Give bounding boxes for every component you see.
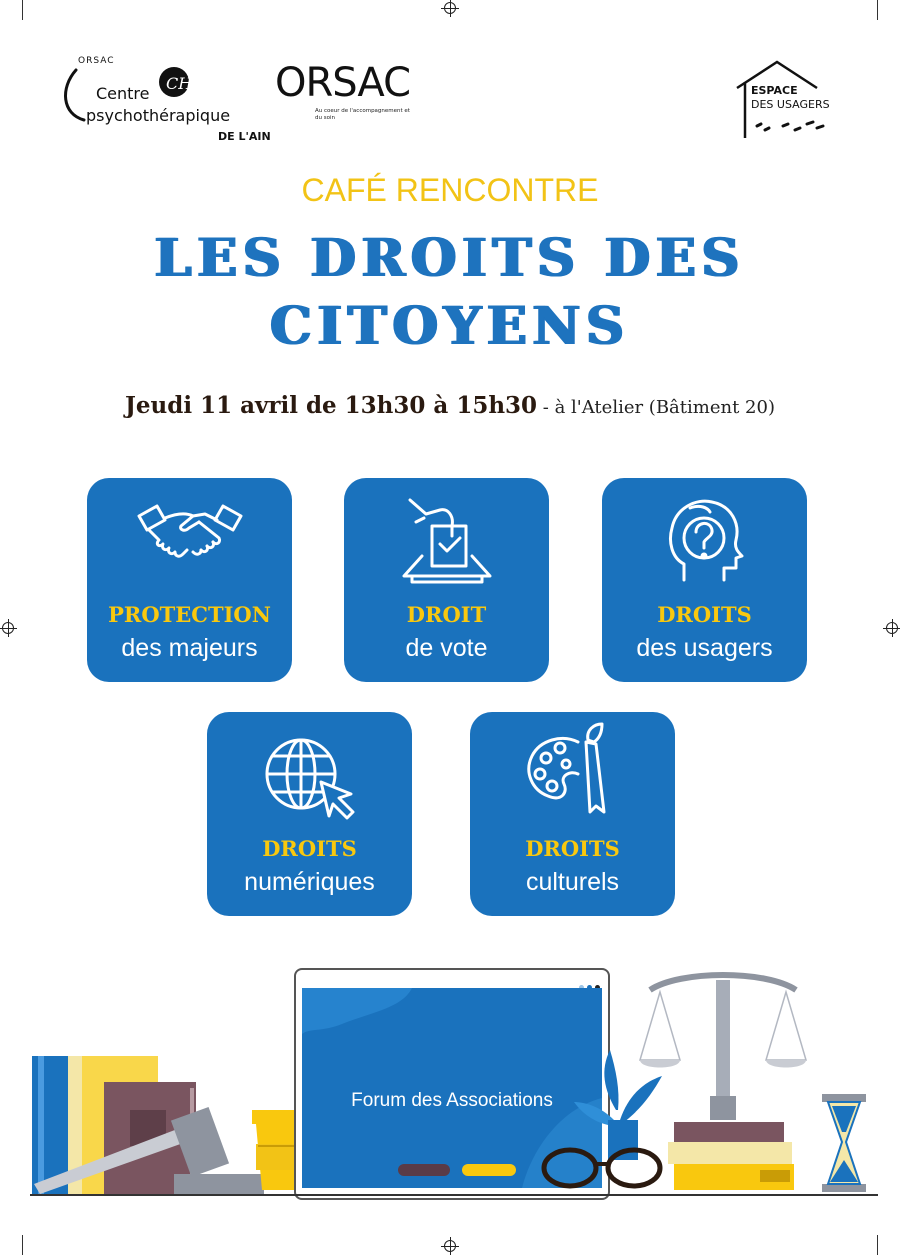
card-subtitle: des usagers <box>636 634 773 662</box>
card-title: DROIT <box>406 602 487 627</box>
event-datetime: Jeudi 11 avril de 13h30 à 15h30 <box>125 392 538 419</box>
palette-icon <box>518 720 628 820</box>
card-droits-usagers <box>602 478 807 682</box>
event-details <box>0 392 900 419</box>
card-droits-numeriques <box>207 712 412 916</box>
ballot-box-icon <box>392 496 502 586</box>
card-subtitle: culturels <box>525 868 620 896</box>
espace-logo-line1: ESPACE <box>751 84 798 97</box>
screen-button-yellow <box>462 1164 516 1176</box>
centre-logo-orsac: ORSAC <box>78 56 115 66</box>
crop-mark <box>877 1235 878 1255</box>
scales-hourglass-illustration <box>540 970 880 1196</box>
main-title-line2: CITOYENS <box>270 296 630 357</box>
card-subtitle: de vote <box>405 634 488 662</box>
crop-mark <box>877 0 878 20</box>
card-subtitle: des majeurs <box>121 634 258 662</box>
kicker-title: CAFÉ RENCONTRE <box>301 172 599 208</box>
handshake-icon <box>135 496 245 576</box>
card-droit-vote <box>344 478 549 682</box>
forum-title: Forum des Associations <box>351 1090 553 1111</box>
registration-mark-top <box>444 2 456 14</box>
card-title: DROITS <box>262 836 357 861</box>
centre-logo-line3: DE L'AIN <box>218 130 271 143</box>
card-title: DROITS <box>657 602 752 627</box>
main-title-line1: LES DROITS DES <box>154 228 746 289</box>
globe-cursor-icon <box>255 730 365 820</box>
card-title: PROTECTION <box>108 602 271 627</box>
orsac-logo-tagline: Au coeur de l'accompagnement et du soin <box>315 108 410 121</box>
screen-button-dark <box>398 1164 450 1176</box>
card-subtitle: numériques <box>244 868 375 896</box>
centre-logo-line2: psychothérapique <box>86 106 231 125</box>
registration-mark-bottom <box>444 1240 456 1252</box>
crop-mark <box>22 1235 23 1255</box>
card-protection-majeurs <box>87 478 292 682</box>
espace-usagers-logo <box>735 60 845 140</box>
svg-text:CH: CH <box>166 74 193 93</box>
card-title: DROITS <box>525 836 620 861</box>
centre-psychotherapique-logo <box>58 58 278 148</box>
orsac-logo <box>275 60 415 130</box>
espace-logo-line2: DES USAGERS <box>751 98 830 111</box>
crop-mark <box>22 0 23 20</box>
centre-logo-line1: Centre <box>96 84 150 103</box>
event-location: - à l'Atelier (Bâtiment 20) <box>537 397 775 418</box>
registration-mark-left <box>2 622 14 634</box>
orsac-logo-word: ORSAC <box>275 60 410 106</box>
head-question-icon <box>650 496 760 586</box>
registration-mark-right <box>886 622 898 634</box>
ground-line <box>30 1194 878 1196</box>
books-gavel-illustration <box>30 1050 330 1196</box>
card-droits-culturels <box>470 712 675 916</box>
